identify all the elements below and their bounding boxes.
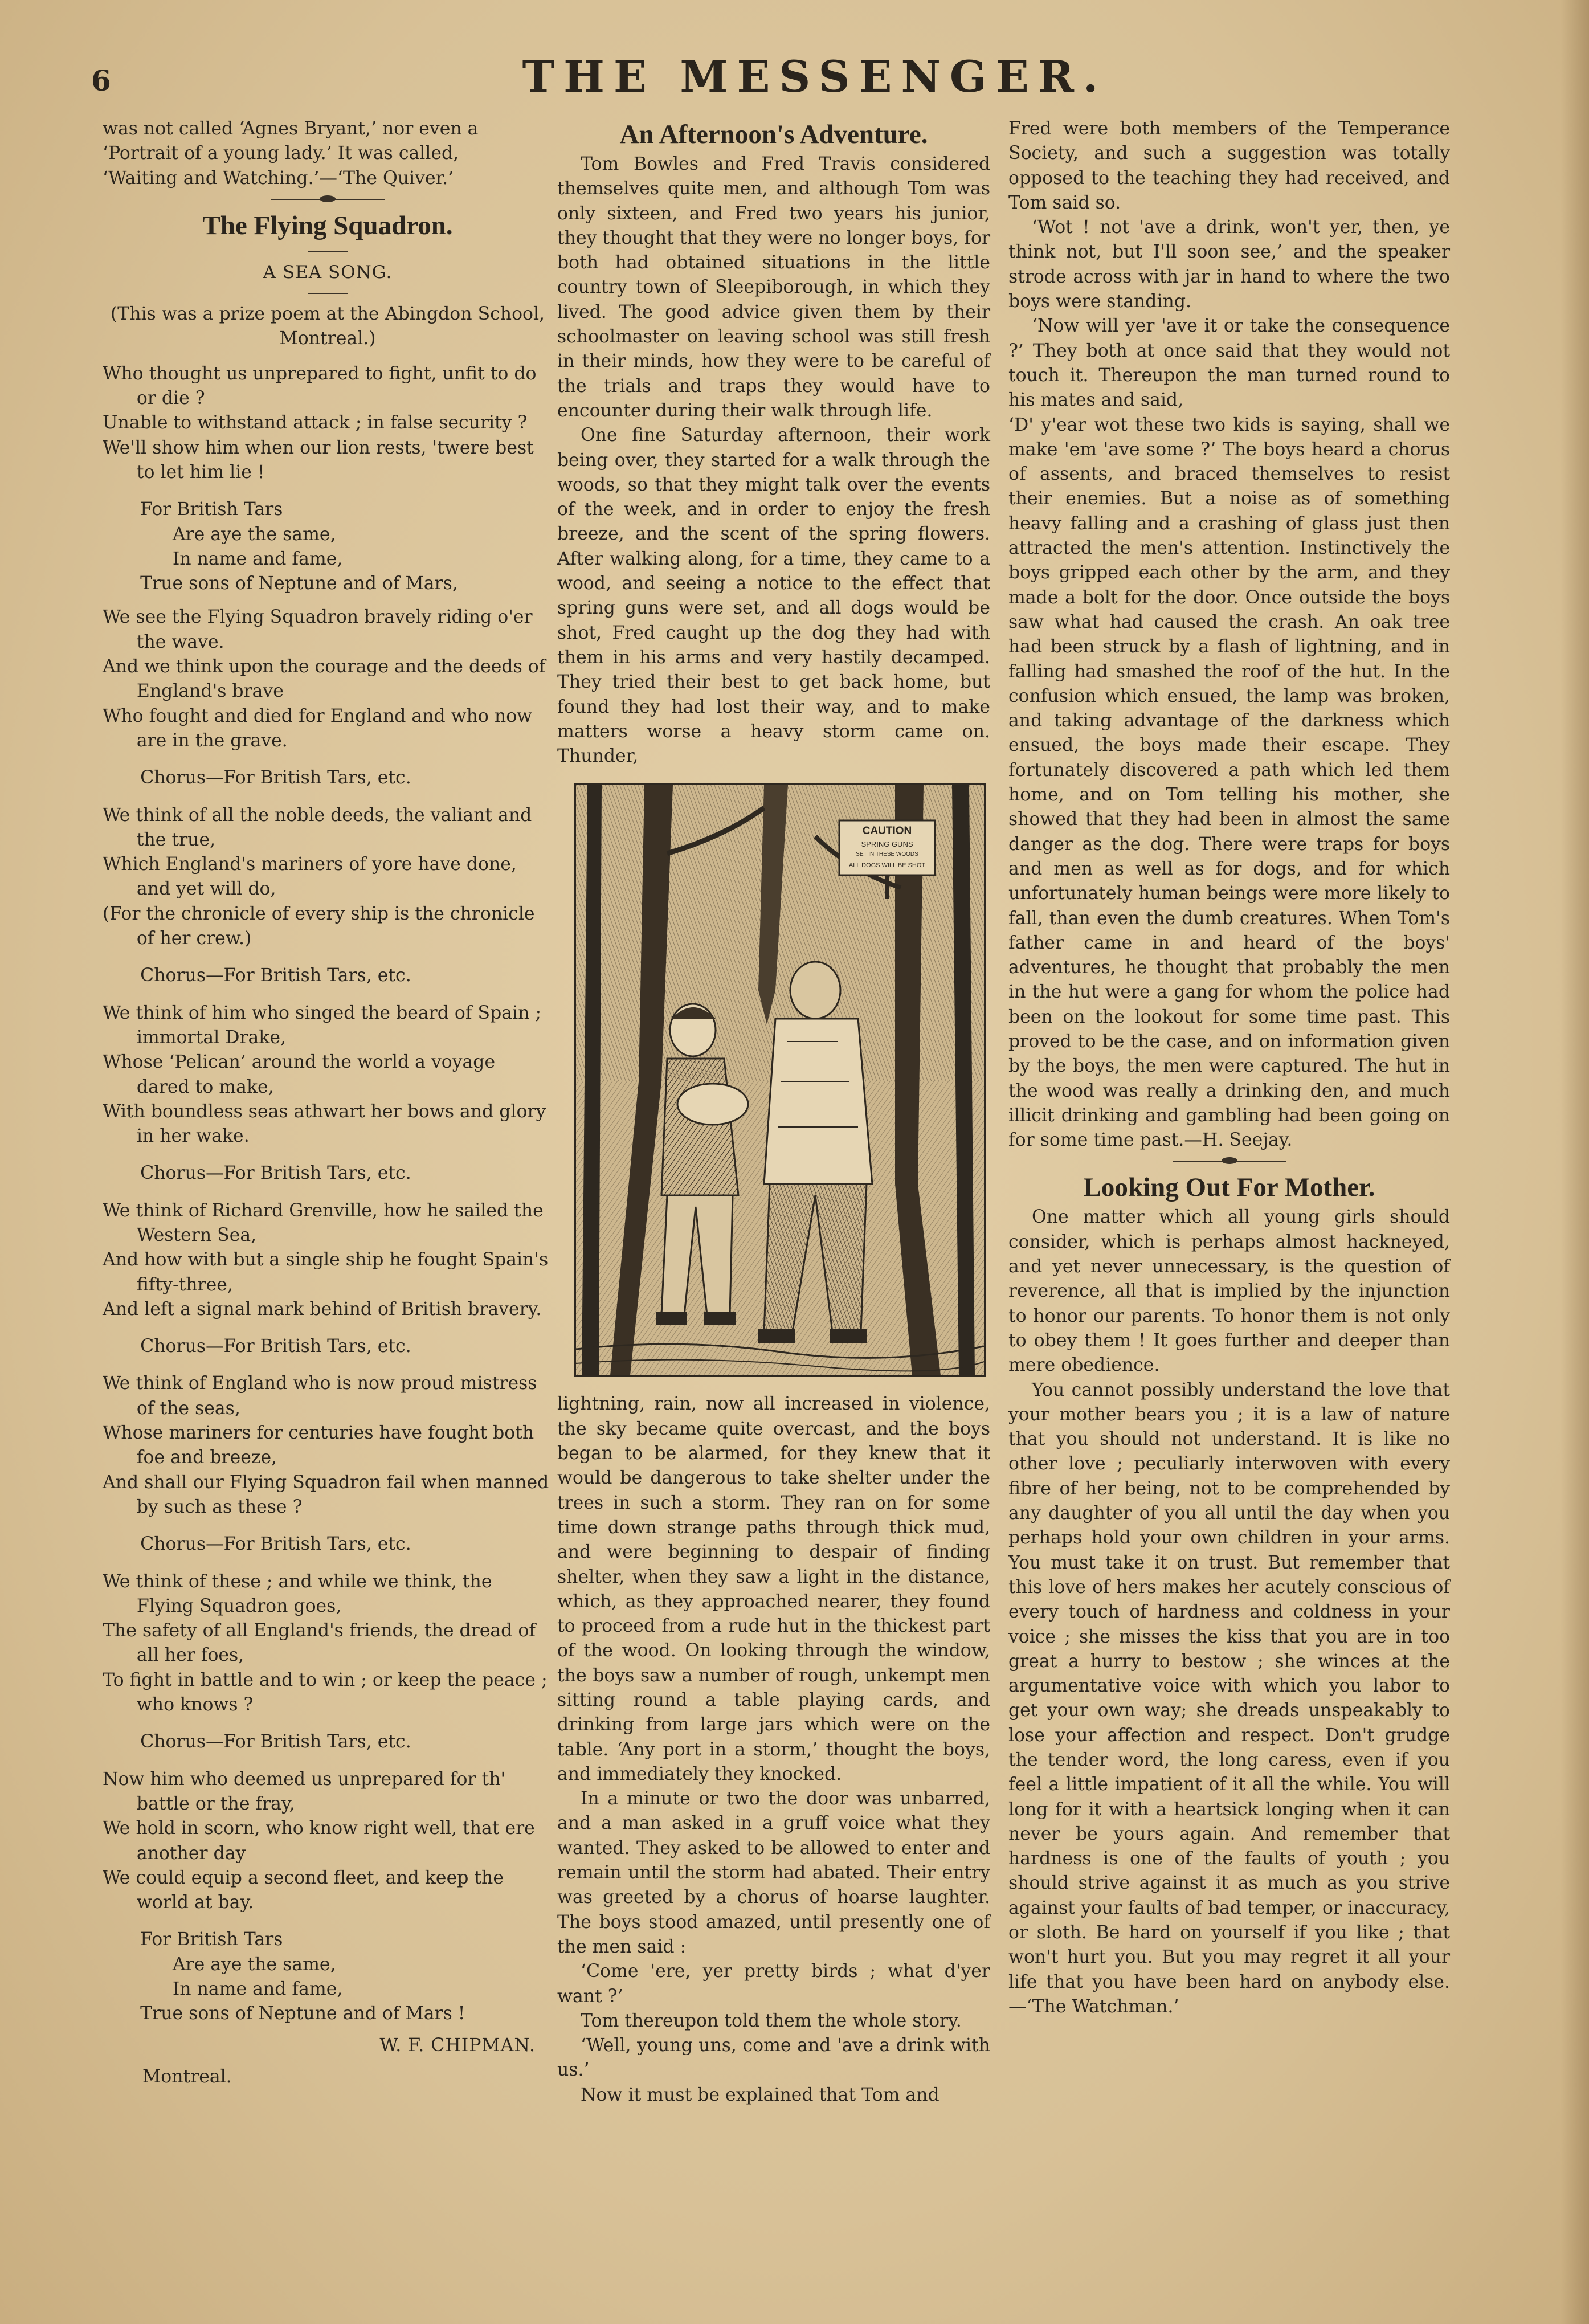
- poem-stanza: [103, 1767, 553, 1915]
- poem-line: Now him who deemed us unprepared for th' battle or the fray,: [103, 1768, 506, 1814]
- poem-stanza: [103, 1199, 553, 1322]
- article-paragraph: You cannot possibly understand the love that your mother bears you ; it is a law of nature that you should not understand. It is like no other love ; peculiarly interwoven with every fibre of her being, not to be comprehended by any daughter of you all until the day when you perhaps hold your own children in your arms. You must take it on trust. But remember that this love of hers makes her acutely conscious of every touch of hardness and coldness in your voice ; she misses the kiss that you are in too great a hurry to bestow ; she winces at the argumentative voice with which you labor to get your own way; she dreads unspeakably to lose your affection and respect. Don't grudge the tender word, the long caress, even if you feel a little impatient of it all the while. You will long for it with a heartsick longing when it can never be yours again. And remember that hardness is one of the faults of youth ; you should strive against it as much as you strive against your faults of bad temper, or inaccuracy, or sloth. Be hard on yourself if you like ; that won't hurt you. But you may regret it all your life that you have been hard on anybody else.—‘The Watchman.’: [1008, 1379, 1450, 2017]
- poem-title: The Flying Squadron.: [202, 210, 453, 240]
- chorus-line: For British Tars: [140, 499, 283, 520]
- article-paragraph: ‘Wot ! not 'ave a drink, won't yer, then, ye think not, but I'll soon see,’ and the speaker strode across with jar in hand to where the two boys were standing.: [1008, 217, 1450, 312]
- poem-line: With boundless seas athwart her bows and glory in her wake.: [103, 1101, 546, 1147]
- chorus-line: In name and fame,: [172, 1979, 343, 1999]
- chorus-line: True sons of Neptune and of Mars !: [140, 2003, 465, 2024]
- poem-line: And how with but a single ship he fought Spain's fifty-three,: [103, 1249, 549, 1295]
- poem-line: We see the Flying Squadron bravely riding o'er the wave.: [103, 607, 533, 652]
- poem-line: Whose ‘Pelican’ around the world a voyage dared to make,: [103, 1052, 496, 1097]
- article-paragraph: Fred were both members of the Temperance Society, and such a suggestion was totally opposed to the teaching they had received, and Tom said so.: [1008, 119, 1450, 213]
- title-rule: [308, 251, 348, 252]
- chorus-reference: Chorus—For British Tars, etc.: [140, 1731, 411, 1753]
- poem-line: Unable to withstand attack ; in false security ?: [103, 412, 528, 434]
- poem-line: We think of Richard Grenville, how he sailed the Western Sea,: [103, 1200, 544, 1245]
- woodcut-illustration: [574, 783, 986, 1377]
- poem-line: We think of all the noble deeds, the valiant and the true,: [103, 804, 532, 850]
- poem-line: Who thought us unprepared to fight, unfit to do or die ?: [103, 363, 537, 409]
- article-paragraph: ‘Now will yer 'ave it or take the consequence ?’ They both at once said that they would not touch it. Thereupon the man turned round to his mates and said,: [1008, 316, 1450, 411]
- chorus-line: For British Tars: [140, 1929, 283, 1950]
- poem-line: We think of these ; and while we think, the Flying Squadron goes,: [103, 1571, 492, 1616]
- poem-subtitle: A SEA SONG.: [263, 262, 393, 283]
- page-number: 6: [91, 64, 111, 97]
- article-paragraph: ‘D' y'ear wot these two kids is saying, shall we make 'em 'ave some ?’ The boys heard a chorus of assents, and braced themselves to resist their enemies. But a noise as of something heavy falling and a crashing of glass just then attracted the men's attention. Instinctively the boys gripped each other by the arm, and they made a bolt for the door. Once outside the boys saw what had caused the crash. An oak tree had been struck by a flash of lightning, and in falling had smashed the roof of the hut. In the confusion which ensued, the lamp was broken, and taking advantage of the darkness which ensued, the boys made their escape. They fortunately discovered a path which led them home, and on Tom telling his mother, she showed that they had been in almost the same danger as the dog. There were traps for boys and men as well as for dogs, and for which unfortunately human beings were more likely to fall, than even the dumb creatures. When Tom's father came in and heard of the boys' adventures, he thought that probably the men in the hut were a gang for whom the police had been on the lookout for some time past. This proved to be the case, and on information given by the boys, the men were captured. The hut in the wood was really a drinking den, and much illicit drinking and gambling had been going on for some time past.—H. Seejay.: [1008, 414, 1450, 1151]
- article-paragraph: One fine Saturday afternoon, their work being over, they started for a walk through the woods, so that they might talk over the events of the week, and in order to enjoy the fresh breeze, and the scent of the spring flowers. After walking along, for a time, they came to a wood, and seeing a notice to the effect that spring guns were set, and all dogs would be shot, Fred caught up the dog they had with them in his arms and very hastily decamped. They tried their best to get back home, but found they had lost their way, and to make matters worse a heavy storm came on. Thunder,: [557, 425, 990, 767]
- section-divider: [1173, 1161, 1286, 1162]
- chorus-reference: Chorus—For British Tars, etc.: [140, 965, 411, 986]
- article-paragraph: Tom thereupon told them the whole story.: [580, 2010, 962, 2031]
- poem-stanza: [103, 803, 553, 951]
- poem-line: The safety of all England's friends, the dread of all her foes,: [103, 1620, 536, 1666]
- poem-line: (For the chronicle of every ship is the chronicle of her crew.): [103, 903, 535, 949]
- poem-chorus: [140, 497, 553, 596]
- left-column: [103, 117, 553, 2089]
- right-column: [1008, 117, 1450, 2019]
- poem-stanza: [103, 362, 553, 485]
- article-paragraph: Tom Bowles and Fred Travis considered themselves quite men, and although Tom was only sixteen, and Fred two years his junior, they thought that they were no longer boys, for both had obtained situations in the little country town of Sleepiborough, in which they lived. The good advice given them by their schoolmaster on leaving school was still fresh in their minds, how they were to be careful of the trials and traps they would have to encounter during their walk through life.: [557, 154, 990, 421]
- sign-line-4: ALL DOGS WILL BE SHOT: [848, 862, 926, 869]
- chorus-reference: Chorus—For British Tars, etc.: [140, 1336, 411, 1357]
- poem-line: We could equip a second fleet, and keep the world at bay.: [103, 1867, 504, 1913]
- poem-signature: W. F. CHIPMAN.: [379, 2035, 536, 2056]
- poem-line: And shall our Flying Squadron fail when manned by such as these ?: [103, 1472, 549, 1517]
- poem-stanza: [103, 1570, 553, 1718]
- chorus-line: Are aye the same,: [172, 524, 336, 545]
- poem-note: (This was a prize poem at the Abingdon School, Montreal.): [110, 304, 545, 349]
- poem-stanza: [103, 1001, 553, 1149]
- sign-line-1: CAUTION: [862, 825, 912, 838]
- sign-line-3: SET IN THESE WOODS: [856, 851, 918, 858]
- article-title: Looking Out For Mother.: [1083, 1173, 1375, 1203]
- page-spine-shadow: [1561, 0, 1589, 2324]
- illustration-drawing: [576, 785, 984, 1375]
- poem-line: We hold in scorn, who know right well, that ere another day: [103, 1818, 535, 1864]
- masthead: THE MESSENGER.: [522, 51, 1108, 102]
- poem-line: Who fought and died for England and who now are in the grave.: [103, 705, 533, 751]
- chorus-reference: Chorus—For British Tars, etc.: [140, 1163, 411, 1184]
- sign-line-2: SPRING GUNS: [861, 840, 913, 849]
- poem-line: To fight in battle and to win ; or keep the peace ; who knows ?: [103, 1669, 548, 1716]
- poem-line: We think of England who is now proud mistress of the seas,: [103, 1373, 537, 1419]
- poem-place: Montreal.: [142, 2066, 232, 2087]
- intro-line: ‘Portrait of a young lady.’ It was called,: [103, 143, 459, 164]
- subtitle-rule: [308, 293, 348, 294]
- section-divider: [271, 199, 385, 200]
- poem-stanza: [103, 605, 553, 753]
- poem-final-chorus: [140, 1927, 553, 2026]
- poem-stanza: [103, 1371, 553, 1520]
- article-paragraph: Now it must be explained that Tom and: [580, 2084, 939, 2105]
- article-paragraph: ‘Well, young uns, come and 'ave a drink with us.’: [557, 2035, 990, 2081]
- middle-column: [557, 117, 990, 2107]
- chorus-line: Are aye the same,: [172, 1954, 336, 1975]
- chorus-reference: Chorus—For British Tars, etc.: [140, 767, 411, 789]
- intro-line: ‘Waiting and Watching.’—‘The Quiver.’: [103, 168, 454, 189]
- article-title: An Afternoon's Adventure.: [619, 120, 928, 149]
- poem-line: And we think upon the courage and the deeds of England's brave: [103, 656, 546, 702]
- intro-line: was not called ‘Agnes Bryant,’ nor even a: [103, 119, 479, 139]
- chorus-line: True sons of Neptune and of Mars,: [140, 573, 458, 594]
- chorus-line: In name and fame,: [172, 548, 343, 569]
- poem-line: And left a signal mark behind of British bravery.: [103, 1298, 542, 1320]
- dog-figure: [677, 1084, 748, 1125]
- poem-line: Which England's mariners of yore have done, and yet will do,: [103, 854, 517, 900]
- poem-line: Whose mariners for centuries have fought both foe and breeze,: [103, 1423, 534, 1468]
- article-paragraph: ‘Come 'ere, yer pretty birds ; what d'yer want ?’: [557, 1961, 990, 2007]
- article-paragraph: In a minute or two the door was unbarred, and a man asked in a gruff voice what they wanted. They asked to be allowed to enter and remain until the storm had abated. Their entry was greeted by a chorus of hoarse laughter. The boys stood amazed, until presently one of the men said :: [557, 1788, 990, 1957]
- poem-line: We'll show him when our lion rests, 'twere best to let him lie !: [103, 437, 534, 483]
- article-paragraph: One matter which all young girls should consider, which is perhaps almost hackneyed, and yet never unnecessary, is the question of reverence, all that is implied by the injunction to honor our parents. To honor them is not only to obey them ! It goes further and deeper than mere obedience.: [1008, 1207, 1450, 1376]
- chorus-reference: Chorus—For British Tars, etc.: [140, 1534, 411, 1555]
- poem-line: We think of him who singed the beard of Spain ; immortal Drake,: [103, 1002, 542, 1048]
- article-paragraph: lightning, rain, now all increased in violence, the sky became quite overcast, and the boys began to be alarmed, for they knew that it would be dangerous to take shelter under the trees in such a storm. They ran on for some time down strange paths through thick mud, and were beginning to despair of finding shelter, when they saw a light in the distance, which, as they approached nearer, they found to proceed from a rude hut in the thickest part of the wood. On looking through the window, the boys saw a number of rough, unkempt men sitting round a table playing cards, and drinking from large jars which were on the table. ‘Any port in a storm,’ thought the boys, and immediately they knocked.: [557, 1394, 990, 1784]
